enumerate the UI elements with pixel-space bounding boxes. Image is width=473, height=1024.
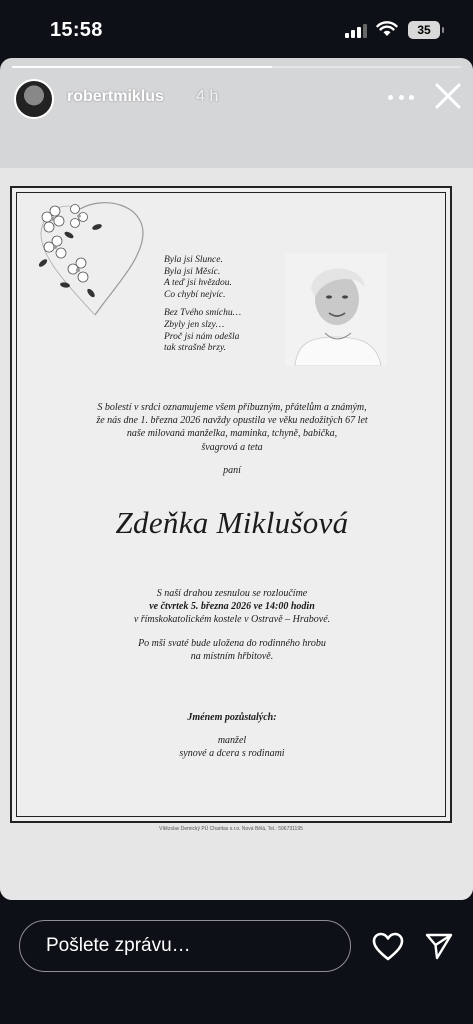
- funeral-date: ve čtvrtek 5. března 2026 ve 14:00 hodin: [149, 601, 315, 612]
- poem-line: Byla jsi Měsíc.: [164, 266, 221, 277]
- death-notice: [10, 186, 452, 823]
- survivor-line: manžel: [217, 735, 247, 746]
- burial-line: na místním hřbitově.: [190, 651, 274, 662]
- poem: [164, 255, 241, 362]
- poem-stanza-2: [164, 308, 241, 354]
- battery-icon: 35: [408, 21, 440, 39]
- heart-icon[interactable]: [372, 932, 404, 962]
- announcement-line: S bolestí v srdci oznamujeme všem příbuzným, přátelům a známým,: [97, 402, 367, 413]
- cellular-signal-icon: [345, 24, 367, 38]
- story-age: 4 h: [196, 88, 219, 105]
- story-progress-bar: [12, 66, 461, 68]
- poem-line: A teď jsi hvězdou.: [164, 278, 232, 289]
- announcement: [17, 401, 447, 454]
- poem-line: Bez Tvého smíchu…: [164, 308, 242, 319]
- survivor-line: synové a dcera s rodinami: [179, 748, 285, 759]
- story-header: [0, 76, 473, 122]
- burial-line: Po mši svaté bude uložena do rodinného hrobu: [138, 638, 326, 649]
- close-icon[interactable]: [432, 80, 464, 112]
- honorific: paní: [223, 465, 241, 476]
- poem-line: Zbyly jen slzy…: [164, 319, 225, 330]
- story-progress-fill: [12, 66, 272, 68]
- survivors-title: Jménem pozůstalých:: [187, 712, 277, 723]
- story-username[interactable]: robertmiklus: [67, 88, 164, 105]
- send-icon[interactable]: [424, 931, 454, 961]
- funeral-service-credit: Vítězslav Demický PÚ Charitas s.r.o. Nová Bělá, Tel.: 596731195: [159, 826, 303, 832]
- announcement-line: že nás dne 1. března 2026 navždy opustila ve věku nedožitých 67 let: [96, 415, 368, 427]
- deceased-name: Zdeňka Miklušová: [115, 505, 349, 540]
- survivors: [17, 711, 447, 760]
- burial-info: [17, 637, 447, 663]
- avatar[interactable]: [14, 79, 54, 119]
- more-horizontal-icon[interactable]: [388, 86, 414, 108]
- status-time: 15:58: [50, 19, 103, 41]
- notice-frame: [16, 192, 446, 817]
- reply-input[interactable]: [19, 920, 351, 972]
- funeral-info: [17, 587, 447, 626]
- poem-stanza-1: [164, 255, 241, 301]
- poem-line: tak strašně brzy.: [164, 343, 227, 354]
- status-bar: [0, 0, 473, 60]
- wifi-icon: [376, 21, 398, 37]
- poem-line: Byla jsi Slunce.: [164, 255, 223, 265]
- poem-line: Co chybí nejvíc.: [164, 289, 226, 300]
- flower-heart-decoration: [25, 197, 165, 327]
- poem-line: Proč jsi nám odešla: [164, 331, 240, 342]
- funeral-line: v římskokatolickém kostele v Ostravě – Hrabové.: [133, 614, 331, 625]
- announcement-line: švagrová a teta: [201, 441, 263, 453]
- funeral-line: S naší drahou zesnulou se rozloučíme: [156, 588, 308, 599]
- announcement-line: naše milovaná manželka, maminka, tchyně, babička,: [126, 428, 338, 440]
- reply-placeholder: Pošlete zprávu…: [46, 935, 191, 956]
- deceased-portrait: [285, 253, 387, 366]
